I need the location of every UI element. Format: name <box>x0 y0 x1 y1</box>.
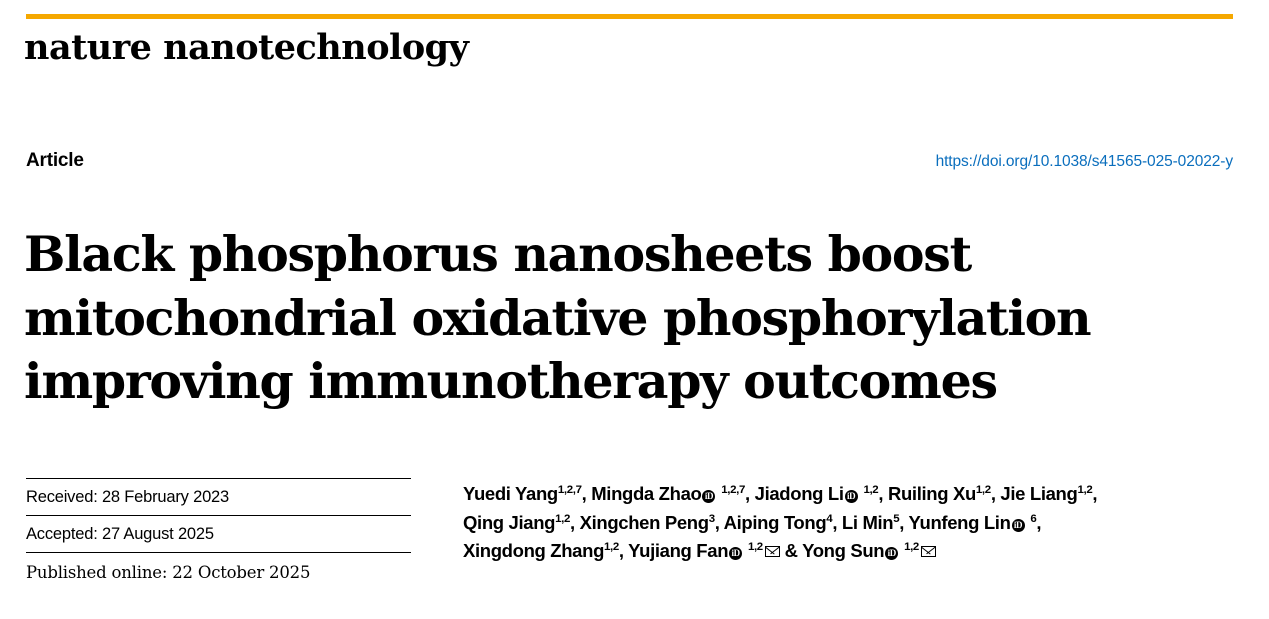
affiliation-superscript: 4 <box>826 512 833 525</box>
dates-column <box>26 478 411 582</box>
published-date: Published online: 22 October 2025 <box>26 552 411 582</box>
author-name[interactable]: Aiping Tong <box>723 511 827 533</box>
accepted-date: Accepted: 27 August 2025 <box>26 515 411 552</box>
affiliation-superscript: 1,2 <box>975 483 991 496</box>
affiliation-superscript: 6 <box>1030 512 1037 525</box>
affiliation-superscript: 1,2,7 <box>721 483 746 496</box>
affiliation-superscript: 1,2 <box>604 541 619 554</box>
email-icon[interactable] <box>921 546 936 557</box>
email-icon[interactable] <box>765 546 780 557</box>
author-name[interactable]: Li Min <box>841 511 894 533</box>
affiliation-superscript: 1,2 <box>904 541 919 554</box>
orcid-icon[interactable]: iD <box>702 490 715 503</box>
affiliation-superscript: 1,2 <box>1077 483 1093 496</box>
article-meta-row <box>26 150 1233 172</box>
page-title: Black phosphorus nanosheets boost mitochondrial oxidative phosphorylation improving immunotherapy outcomes <box>24 224 1091 411</box>
author-list <box>411 478 1233 566</box>
orcid-icon[interactable]: iD <box>845 490 858 503</box>
author-name[interactable]: Yunfeng Lin <box>908 511 1011 533</box>
author-name[interactable]: Jiadong Li <box>754 483 844 504</box>
affiliation-superscript: 3 <box>708 512 715 525</box>
affiliation-superscript: 1,2,7 <box>557 483 582 496</box>
author-line-2: Qing Jiang$^{1,2}$, Xingchen Peng$^3$, Aiping Tong$^4$, Li Min$^5$, Yunfeng Lin iD $^6$, <box>463 511 1042 533</box>
affiliation-superscript: 1,2 <box>555 512 570 525</box>
article-type-label: Article <box>26 150 84 171</box>
orcid-icon[interactable]: iD <box>1012 519 1025 532</box>
author-name[interactable]: Jie Liang <box>1000 483 1078 504</box>
author-name[interactable]: Qing Jiang <box>463 511 556 533</box>
author-name[interactable]: Xingchen Peng <box>579 511 709 533</box>
orcid-icon[interactable]: iD <box>885 547 898 560</box>
author-line-3: Xingdong Zhang$^{1,2}$, Yujiang Fan iD $^{1,2}$ & Yong Sun iD $^{1,2}$ <box>463 537 1233 566</box>
author-name[interactable]: Xingdong Zhang <box>463 540 605 562</box>
affiliation-superscript: 1,2 <box>863 483 879 496</box>
doi-link[interactable]: https://doi.org/10.1038/s41565-025-02022-y <box>935 153 1233 170</box>
author-line-1: Yuedi Yang$^{1,2,7}$, Mingda Zhao iD $^{1,2,7}$, Jiadong Li iD $^{1,2}$, Ruiling Xu$^{1,2}$, Jie Liang$^{1,2}$, <box>463 483 1098 504</box>
author-name[interactable]: Ruiling Xu <box>887 483 976 504</box>
affiliation-superscript: 1,2 <box>747 541 763 554</box>
received-date: Received: 28 February 2023 <box>26 478 411 515</box>
author-name[interactable]: Yujiang Fan <box>628 540 729 562</box>
journal-title: nature nanotechnology <box>24 27 469 68</box>
article-footer-block <box>26 478 1233 582</box>
brand-rule <box>26 14 1233 19</box>
author-name[interactable]: Mingda Zhao <box>591 483 702 504</box>
author-name[interactable]: Yuedi Yang <box>463 483 558 504</box>
affiliation-superscript: 5 <box>893 512 900 525</box>
orcid-icon[interactable]: iD <box>729 547 742 560</box>
author-name[interactable]: Yong Sun <box>802 540 885 562</box>
